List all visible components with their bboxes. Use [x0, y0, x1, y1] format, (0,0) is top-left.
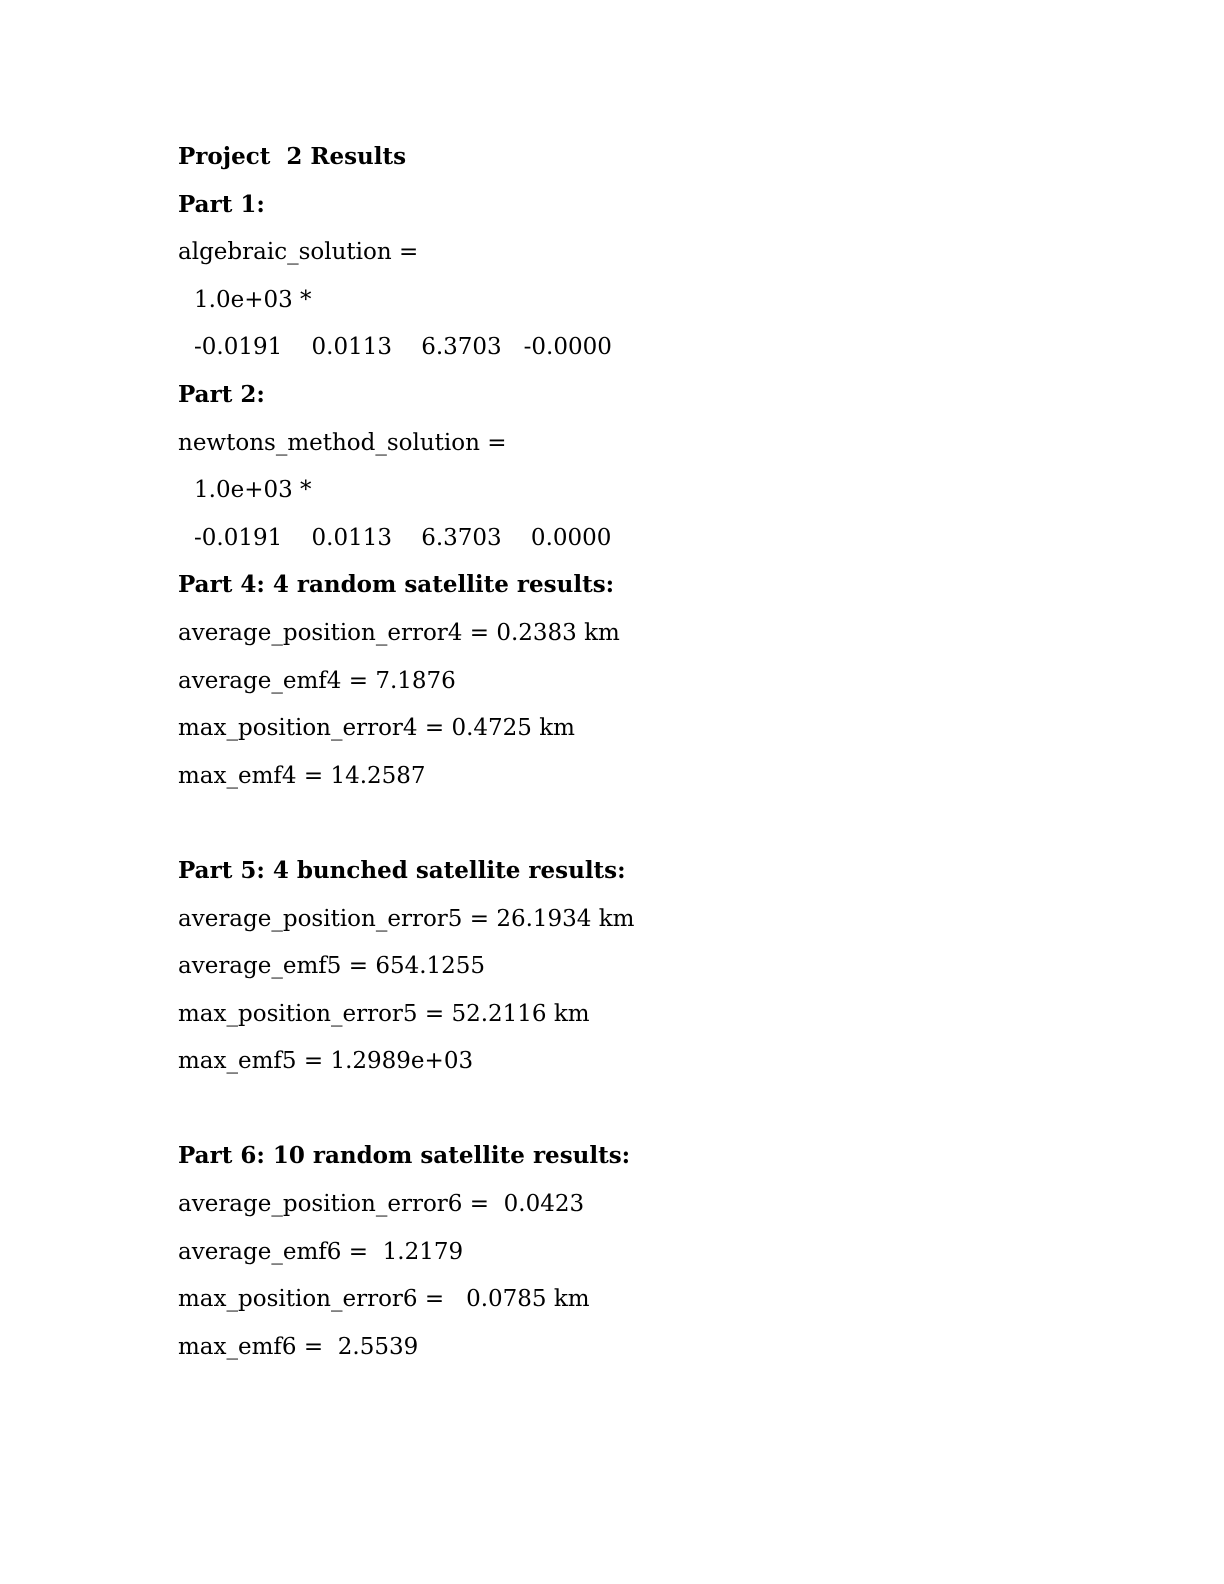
- part1-scale: 1.0e+03 *: [194, 286, 312, 313]
- part5-heading: Part 5: 4 bunched satellite results:: [178, 856, 626, 884]
- part1-label: algebraic_solution =: [178, 239, 419, 266]
- page-title: Project 2 Results: [178, 143, 407, 170]
- part2-heading: Part 2:: [178, 380, 265, 408]
- part1-heading: Part 1:: [178, 190, 265, 218]
- part6-line: max_emf6 = 2.5539: [178, 1333, 419, 1360]
- part5-line: average_emf5 = 654.1255: [178, 953, 486, 980]
- part4-line: max_position_error4 = 0.4725 km: [178, 715, 575, 742]
- part6-line: average_position_error6 = 0.0423: [178, 1191, 585, 1218]
- part4-line: max_emf4 = 14.2587: [178, 762, 426, 789]
- section-spacer: [178, 1094, 1078, 1142]
- part4-line: average_emf4 = 7.1876: [178, 667, 456, 694]
- section-spacer: [178, 808, 1078, 856]
- part4-line: average_position_error4 = 0.2383 km: [178, 619, 620, 646]
- part2-scale: 1.0e+03 *: [194, 477, 312, 504]
- part5-line: max_emf5 = 1.2989e+03: [178, 1048, 474, 1075]
- part6-heading: Part 6: 10 random satellite results:: [178, 1142, 631, 1170]
- part5-line: max_position_error5 = 52.2116 km: [178, 1000, 590, 1027]
- part2-label: newtons_method_solution =: [178, 429, 507, 456]
- part6-line: max_position_error6 = 0.0785 km: [178, 1286, 590, 1313]
- part5-line: average_position_error5 = 26.1934 km: [178, 905, 635, 932]
- part1-values: -0.0191 0.0113 6.3703 -0.0000: [194, 334, 612, 361]
- part2-values: -0.0191 0.0113 6.3703 0.0000: [194, 524, 612, 551]
- part6-line: average_emf6 = 1.2179: [178, 1238, 464, 1265]
- part4-heading: Part 4: 4 random satellite results:: [178, 571, 615, 599]
- document-page: [178, 142, 1078, 1379]
